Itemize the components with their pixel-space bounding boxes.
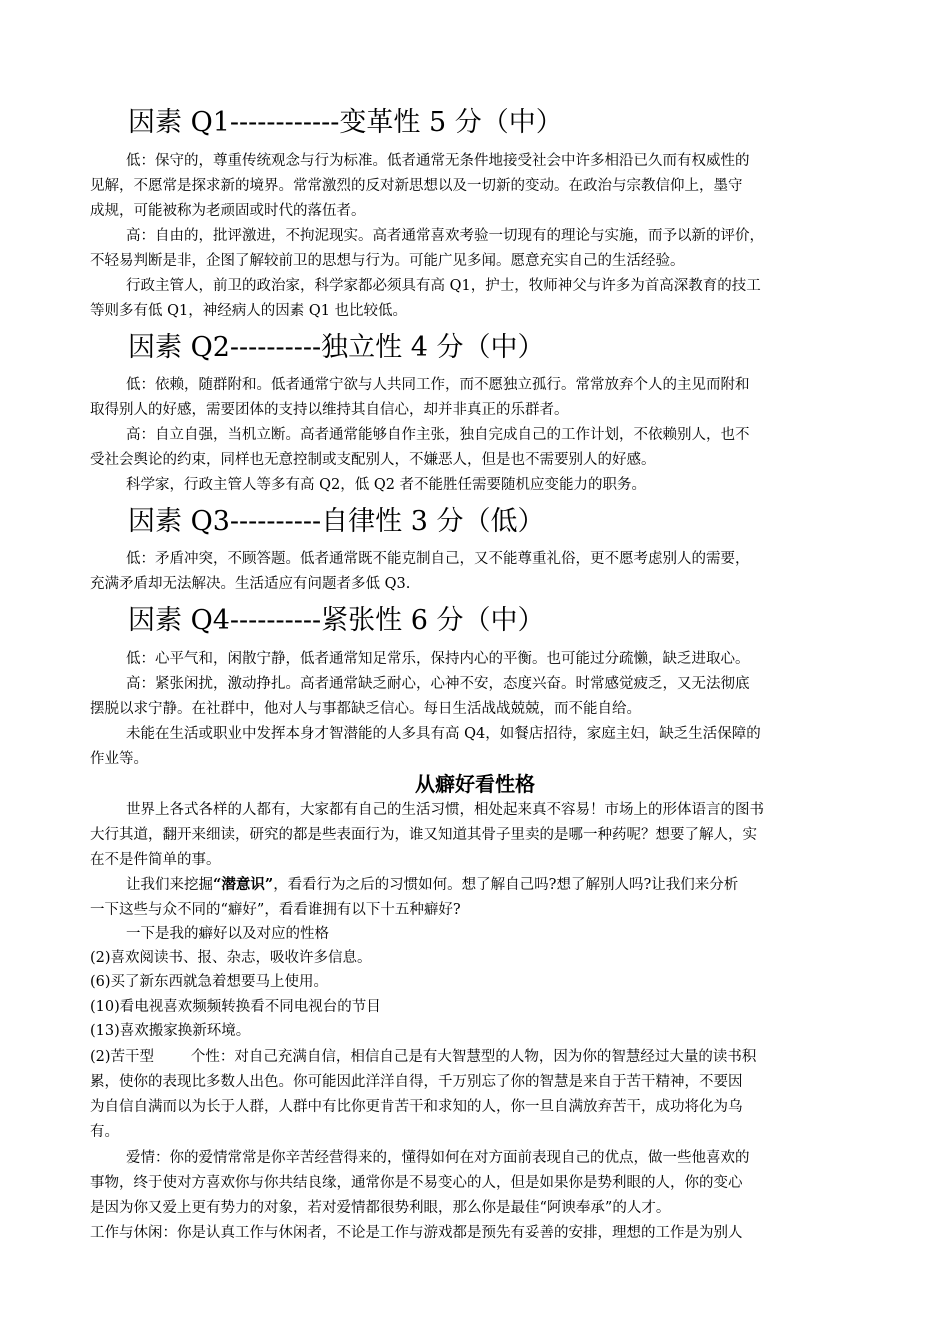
q1-line: 低：保守的，尊重传统观念与行为标准。低者通常无条件地接受社会中许多相沿已久而有权威性的: [126, 153, 750, 169]
type-line: 有。: [90, 1124, 119, 1140]
dig-bold: “潜意识”: [213, 876, 274, 893]
dig-suffix: ，看看行为之后的习惯如何。想了解自己吗?想了解别人吗?让我们来分析: [273, 877, 739, 893]
hobby-item: (13)喜欢搬家换新环境。: [90, 1023, 251, 1039]
q1-line: 高：自由的，批评激进，不拘泥现实。高者通常喜欢考验一切现有的理论与实施，而予以新的评价，: [126, 228, 764, 244]
factor-q1-heading: 因素 Q1------------变革性 5 分（中）: [128, 107, 563, 138]
q1-line: 行政主管人，前卫的政治家，科学家都必须具有高 Q1，护士，牧师神父与许多为首高深教育的技工: [126, 278, 761, 294]
love-line: 是因为你又爱上更有势力的对象，若对爱情都很势利眼，那么你是最佳“阿谀奉承”的人才。: [90, 1200, 671, 1216]
love-line: 事物，终于使对方喜欢你与你共结良缘，通常你是不易变心的人，但是如果你是势利眼的人，你的变心: [90, 1175, 743, 1191]
q2-line: 高：自立自强，当机立断。高者通常能够自作主张，独自完成自己的工作计划，不依赖别人，也不: [126, 427, 750, 443]
dig-prefix: 让我们来挖掘: [126, 877, 213, 893]
type-line: 累，使你的表现比多数人出色。你可能因此洋洋自得，千万别忘了你的智慧是来自于苦干精神，不要因: [90, 1074, 743, 1090]
hobby-item: (6)买了新东西就急着想要马上使用。: [90, 974, 329, 990]
q1-line: 不轻易判断是非，企图了解较前卫的思想与行为。可能广见多闻。愿意充实自己的生活经验。: [90, 253, 685, 269]
my-hobbies-intro: 一下是我的癖好以及对应的性格: [126, 926, 329, 942]
intro-line: 世界上各式各样的人都有，大家都有自己的生活习惯，相处起来真不容易！市场上的形体语言的图书: [126, 802, 764, 818]
dig-line: [126, 873, 738, 897]
q3-line: 充满矛盾却无法解决。生活适应有问题者多低 Q3.: [90, 576, 411, 592]
dig-line-2: 一下这些与众不同的“癖好”，看看谁拥有以下十五种癖好?: [90, 902, 461, 918]
factor-q2-heading: 因素 Q2----------独立性 4 分（中）: [128, 332, 545, 363]
love-line: 爱情：你的爱情常常是你辛苦经营得来的，懂得如何在对方面前表现自己的优点，做一些他喜欢的: [126, 1150, 750, 1166]
intro-line: 在不是件简单的事。: [90, 852, 221, 868]
hobby-item: (2)喜欢阅读书、报、杂志，吸收许多信息。: [90, 950, 372, 966]
q1-line: 等则多有低 Q1，神经病人的因素 Q1 也比较低。: [90, 303, 408, 319]
q1-line: 见解，不愿常是探求新的境界。常常激烈的反对新思想以及一切新的变动。在政治与宗教信仰上，墨守: [90, 178, 743, 194]
type-line: 为自信自满而以为长于人群，人群中有比你更肯苦干和求知的人，你一旦自满放弃苦干，成功将化为乌: [90, 1099, 743, 1115]
q1-line: 成规，可能被称为老顽固或时代的落伍者。: [90, 203, 366, 219]
q2-line: 受社会舆论的约束，同样也无意控制或支配别人，不嫌恶人，但是也不需要别人的好感。: [90, 452, 656, 468]
q2-line: 低：依赖，随群附和。低者通常宁欲与人共同工作，而不愿独立孤行。常常放弃个人的主见而附和: [126, 377, 750, 393]
q2-line: 科学家，行政主管人等多有高 Q2，低 Q2 者不能胜任需要随机应变能力的职务。: [126, 477, 647, 493]
q3-line: 低：矛盾冲突，不顾答题。低者通常既不能克制自己，又不能尊重礼俗，更不愿考虑别人的需要，: [126, 551, 750, 567]
q2-line: 取得别人的好感，需要团体的支持以维持其自信心，却并非真正的乐群者。: [90, 402, 569, 418]
q4-line: 低：心平气和，闲散宁静，低者通常知足常乐，保持内心的平衡。也可能过分疏懒，缺乏进取心。: [126, 651, 750, 667]
work-line: 工作与休闲：你是认真工作与休闲者，不论是工作与游戏都是预先有妥善的安排，理想的工作是为别人: [90, 1225, 743, 1241]
section-title: 从癖好看性格: [415, 772, 535, 796]
type-line: (2)苦干型 个性：对自己充满自信，相信自己是有大智慧型的人物，因为你的智慧经过大量的读书积: [90, 1049, 757, 1065]
factor-q4-heading: 因素 Q4----------紧张性 6 分（中）: [128, 605, 545, 636]
q4-line: 未能在生活或职业中发挥本身才智潜能的人多具有高 Q4，如餐店招待，家庭主妇，缺乏生活保障的: [126, 726, 761, 742]
intro-line: 大行其道，翻开来细读，研究的都是些表面行为，谁又知道其骨子里卖的是哪一种药呢？想要了解人，实: [90, 827, 757, 843]
q4-line: 作业等。: [90, 751, 148, 767]
hobby-item: (10)看电视喜欢频频转换看不同电视台的节目: [90, 999, 381, 1015]
q4-line: 摆脱以求宁静。在社群中，他对人与事都缺乏信心。每日生活战战兢兢，而不能自给。: [90, 701, 641, 717]
q4-line: 高：紧张闲扰，激动挣扎。高者通常缺乏耐心，心神不安，态度兴奋。时常感觉疲乏，又无法彻底: [126, 676, 750, 692]
factor-q3-heading: 因素 Q3----------自律性 3 分（低）: [128, 506, 545, 537]
